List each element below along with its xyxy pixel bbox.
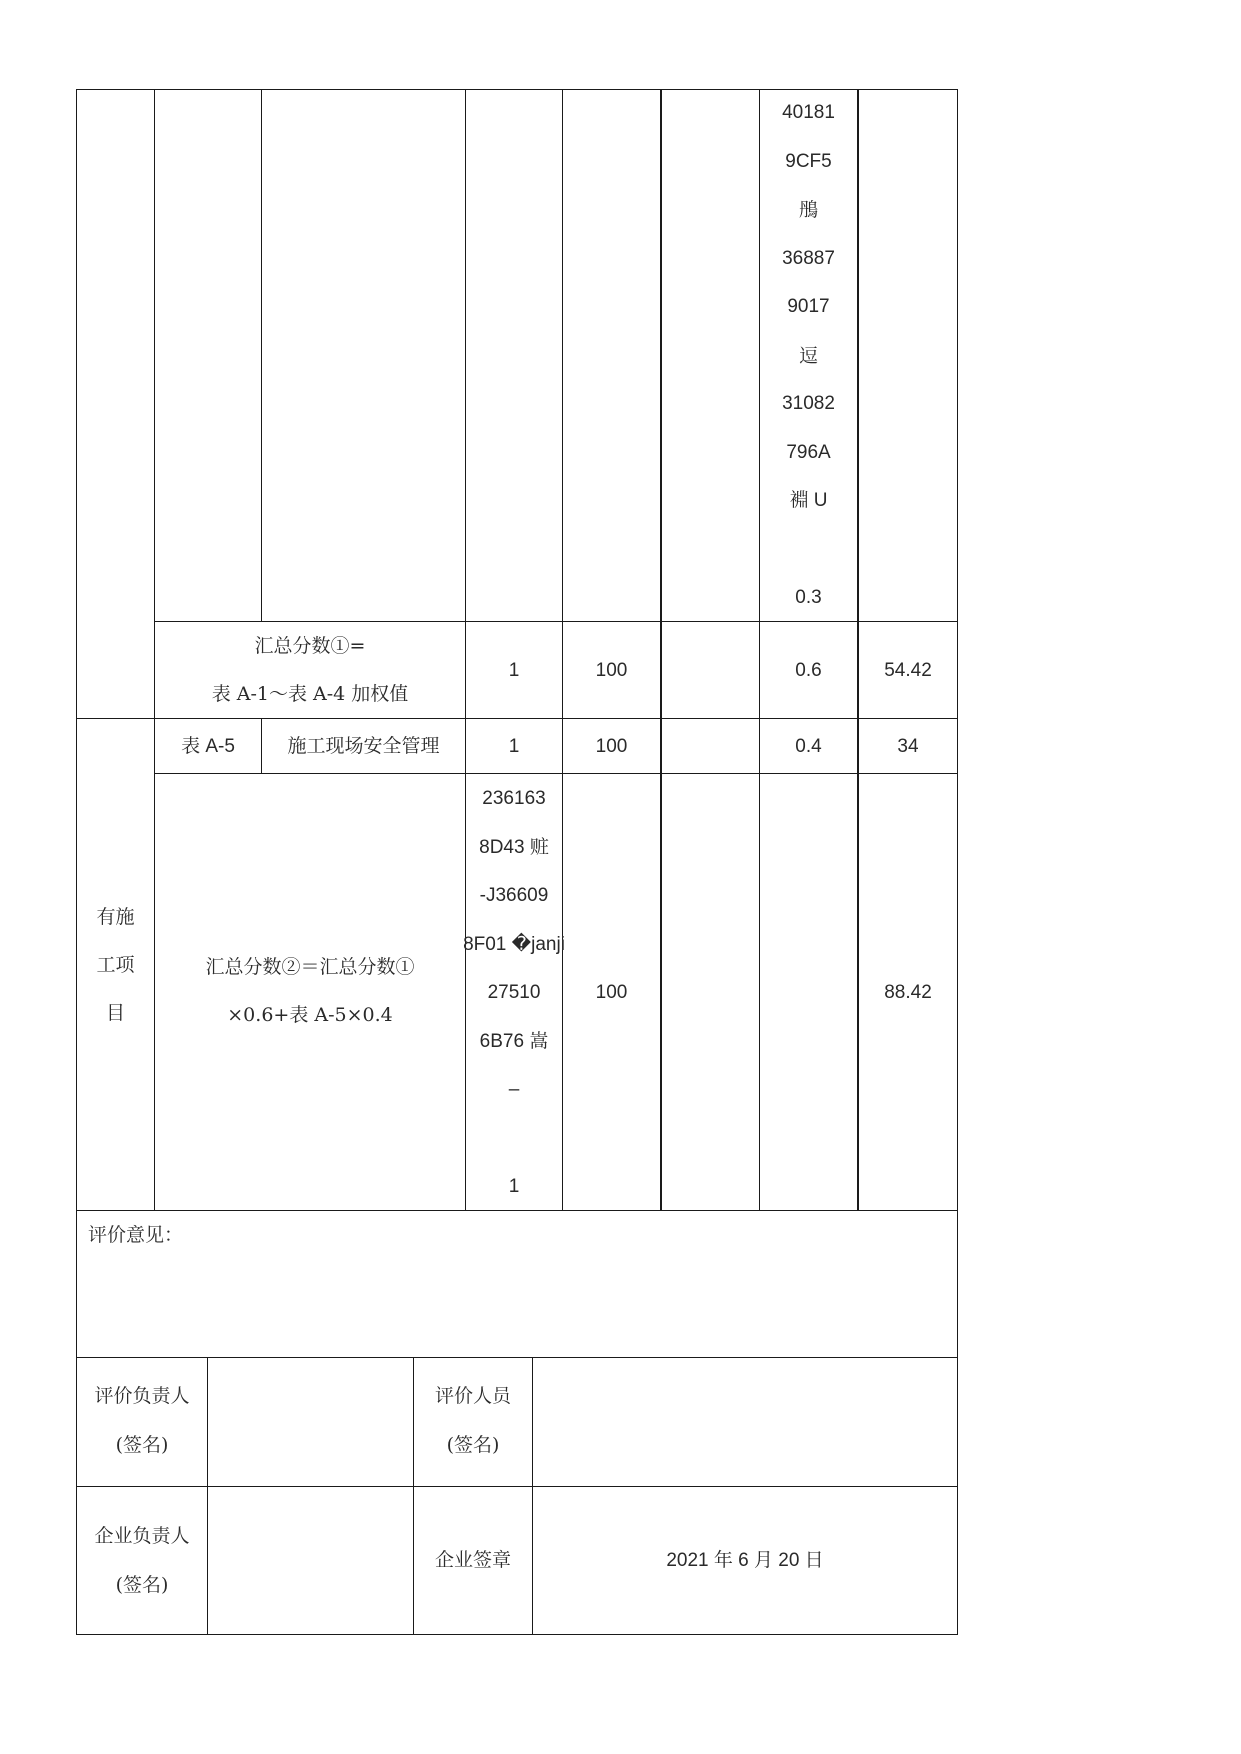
row-a5-col5: 100	[595, 735, 628, 757]
text-line: 6B76 嵩	[479, 1030, 549, 1052]
summary1-label	[155, 622, 465, 718]
summary1-col4: 1	[508, 659, 520, 681]
summary2-col5: 100	[595, 981, 628, 1003]
text-line: 9CF5	[785, 150, 832, 172]
row-a5-col7: 0.4	[795, 735, 822, 757]
sign1-mid-line1: 评价人员	[434, 1385, 511, 1407]
summary2-col4-stack	[463, 775, 565, 1212]
text-line: 40181	[782, 102, 835, 123]
summary2-label-line2: ×0.6+表 A-5×0.4	[227, 1004, 393, 1026]
sign1-left-signature-field[interactable]	[208, 1358, 413, 1486]
group-label-line: 有施	[96, 906, 135, 928]
summary2-col8: 88.42	[884, 981, 932, 1003]
group-label	[77, 893, 154, 1037]
col-divider	[261, 89, 262, 621]
summary1-col8: 54.42	[884, 659, 932, 681]
text-line: 裫 U	[789, 490, 828, 511]
text-line: 9017	[787, 296, 830, 317]
sign1-left-line2: (签名)	[115, 1434, 169, 1456]
text-line: 36887	[782, 247, 835, 269]
summary1-label-line2: 表 A-1～表 A-4 加权值	[211, 683, 409, 705]
summary1-col6	[662, 622, 759, 718]
text-line: 0.3	[795, 587, 822, 608]
text-line: 逗	[798, 344, 818, 367]
row-divider	[154, 773, 958, 774]
top-col7-stack	[760, 89, 857, 623]
text-line: 236163	[482, 788, 546, 809]
row-a5-code: 表 A-5	[181, 735, 235, 757]
row-a5-name: 施工现场安全管理	[287, 734, 440, 757]
sign2-left-line1: 企业负责人	[94, 1525, 190, 1547]
text-line: –	[508, 1079, 520, 1100]
group-label-line: 工项	[96, 954, 135, 976]
sign2-left-signature-field[interactable]	[208, 1487, 413, 1634]
text-line: 8D43 赃	[479, 836, 549, 858]
summary2-label	[155, 943, 465, 1039]
summary2-label-line1: 汇总分数②＝汇总分数①	[205, 956, 415, 978]
sign2-mid-label: 企业签章	[434, 1549, 511, 1571]
sign2-date: 2021 年 6 月 20 日	[666, 1550, 824, 1571]
table-bottom-border	[76, 1634, 958, 1635]
summary1-label-line1: 汇总分数①=	[254, 635, 366, 657]
row-a5-col6	[662, 719, 759, 773]
summary1-col7: 0.6	[795, 659, 822, 681]
sign1-left-line1: 评价负责人	[94, 1385, 190, 1407]
sign1-mid-line2: (签名)	[446, 1434, 500, 1456]
text-line: 27510	[487, 982, 541, 1003]
row-a5-col4: 1	[508, 735, 520, 757]
summary1-col5: 100	[595, 659, 628, 681]
row-a5-col8: 34	[897, 735, 919, 757]
sign1-right-signature-field[interactable]	[533, 1358, 957, 1486]
sign2-left-line2: (签名)	[115, 1574, 169, 1596]
sign2-left-label	[77, 1512, 207, 1610]
table-right-border	[957, 89, 958, 1634]
text-line: 8F01 �janji	[463, 933, 565, 955]
text-line: 31082	[782, 393, 835, 414]
opinion-label: 评价意见：	[88, 1223, 184, 1246]
text-line: 1	[508, 1176, 520, 1197]
sign1-left-label	[77, 1372, 207, 1470]
text-line: 796A	[786, 441, 831, 463]
text-line: -J36609	[479, 885, 549, 906]
text-line: 鴅	[798, 199, 818, 221]
group-label-line: 目	[105, 1002, 125, 1024]
sign1-mid-label	[414, 1372, 532, 1470]
